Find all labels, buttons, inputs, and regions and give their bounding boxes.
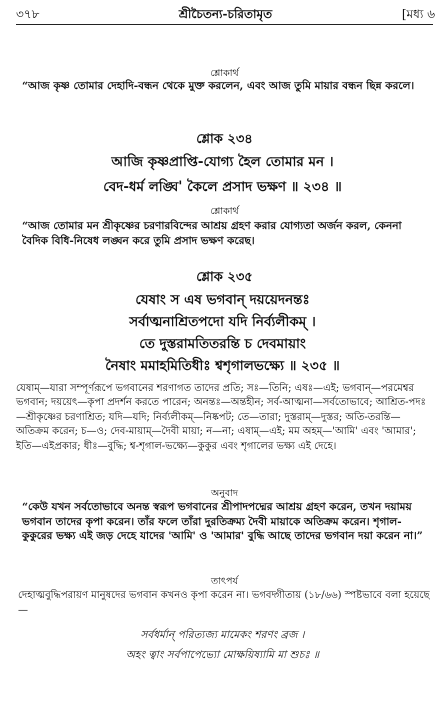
purport-text: দেহাত্মবুদ্ধিপরায়ণ মানুষদের ভগবান কখনও কৃপা করেন না। ভগবদ্গীতায় (১৮/৬৬) স্পষ্টভাবে বলা হয়েছে— [18, 590, 430, 616]
verse-234-heading: শ্লোক ২৩৪ [196, 132, 253, 147]
verse-234-line-1: আজি কৃষ্ণপ্রাপ্তি-যোগ্য হৈল তোমার মন । [111, 154, 334, 170]
page-number: ৩৭৮ [16, 7, 40, 21]
verse-235-line-3: তে দুস্তরামতিতরন্তি চ দেবমায়াং [139, 336, 306, 352]
page-header [16, 6, 435, 22]
gita-quote-line-1: সর্বধর্মান্ পরিত্যজ্য মামেকং শরণং ব্রজ । [140, 629, 305, 641]
gita-quote-line-2: অহং ত্বাং সর্বপাপেভ্যো মোক্ষয়িষ্যামি মা শুচঃ ॥ [125, 649, 320, 661]
verse-235-translation: “কেউ যখন সর্বতোভাবে অনন্ত স্বরূপ ভগবানের শ্রীপাদপদ্মের আশ্রয় গ্রহণ করেন, তখন দয়াময় ভগবান তাদের কৃপা করেন। তাঁর ফলে তাঁরা দুরতিক্রম্য দৈবী মায়াকে অতিক্রম করেন। শৃগাল-কুকুরের ভক্ষ্য এই জড় দেহে যাদের 'আমি' ও 'আমার' বুদ্ধি আছে তাদের ভগবান দয়া করেন না।” [22, 501, 423, 542]
chapter-label: [মধ্য ৬ [401, 7, 435, 21]
synonyms: যেষাম্—যারা সম্পূর্ণরূপে ভগবানের শরণাগত তাদের প্রতি; সঃ—তিনি; এষঃ—এই; ভগবান্—পরমেশ্বর ভগবান; দয়য়েৎ—কৃপা প্রদর্শন করতে পারেন; অনন্তঃ—অন্তহীন; সর্ব-আত্মনা—সর্বতোভাবে; আশ্রিত-পদঃ—শ্রীকৃষ্ণের চরণাশ্রিত; যদি—যদি; নির্ব্যলীকম্—নিষ্কপট; তে—তারা; দুস্তরাম্—দুস্তর; অতি-তরন্তি—অতিক্রম করেন; চ—ও; দেব-মায়াম্—দৈবী মায়া; ন—না; এষাম্—এই; মম অহম্—'আমি' এবং 'আমার'; ইতি—এইপ্রকার; ধীঃ—বুদ্ধি; শ্ব-শৃগাল-ভক্ষ্যে—কুকুর এবং শৃগালের ভক্ষ্য এই দেহে। [16, 383, 426, 452]
running-title: শ্রীচৈতন্য-চরিতামৃত [178, 7, 273, 21]
header-rule [16, 24, 433, 25]
verse-235-line-2: সর্বাত্মনাশ্রিতপদো যদি নির্ব্যলীকম্ । [129, 314, 316, 330]
purport-label: তাৎপর্য [211, 576, 238, 587]
verse-235-line-1: যেষাং স এষ ভগবান্ দয়য়েদনন্তঃ [135, 292, 310, 308]
translation-label: অনুবাদ [211, 488, 238, 499]
verse-233-translation: “আজ কৃষ্ণ তোমার দেহাদি-বন্ধন থেকে মুক্ত করলেন, এবং আজ তুমি মায়ার বন্ধন ছিন্ন করলে। [22, 80, 415, 92]
verse-234-line-2: বেদ-ধর্ম লঙ্ঘি' কৈলে প্রসাদ ভক্ষণ ॥ ২৩৪ ॥ [103, 179, 342, 195]
verse-234-translation: “আজ তোমার মন শ্রীকৃষ্ণের চরণারবিন্দের আশ্রয় গ্রহণ করার যোগ্যতা অর্জন করল, কেননা বৈদিক বিধি-নিষেধ লঙ্ঘন করে তুমি প্রসাদ ভক্ষণ করেছ। [22, 220, 402, 247]
verse-235-line-4: নৈষাং মমাহমিতিধীঃ শ্বশৃগালভক্ষ্যে ॥ ২৩৫ ॥ [105, 358, 340, 374]
verse-235-heading: শ্লোক ২৩৫ [196, 270, 253, 285]
section-label: শ্লোকার্থ [210, 206, 239, 217]
section-label: শ্লোকার্থ [210, 68, 239, 79]
